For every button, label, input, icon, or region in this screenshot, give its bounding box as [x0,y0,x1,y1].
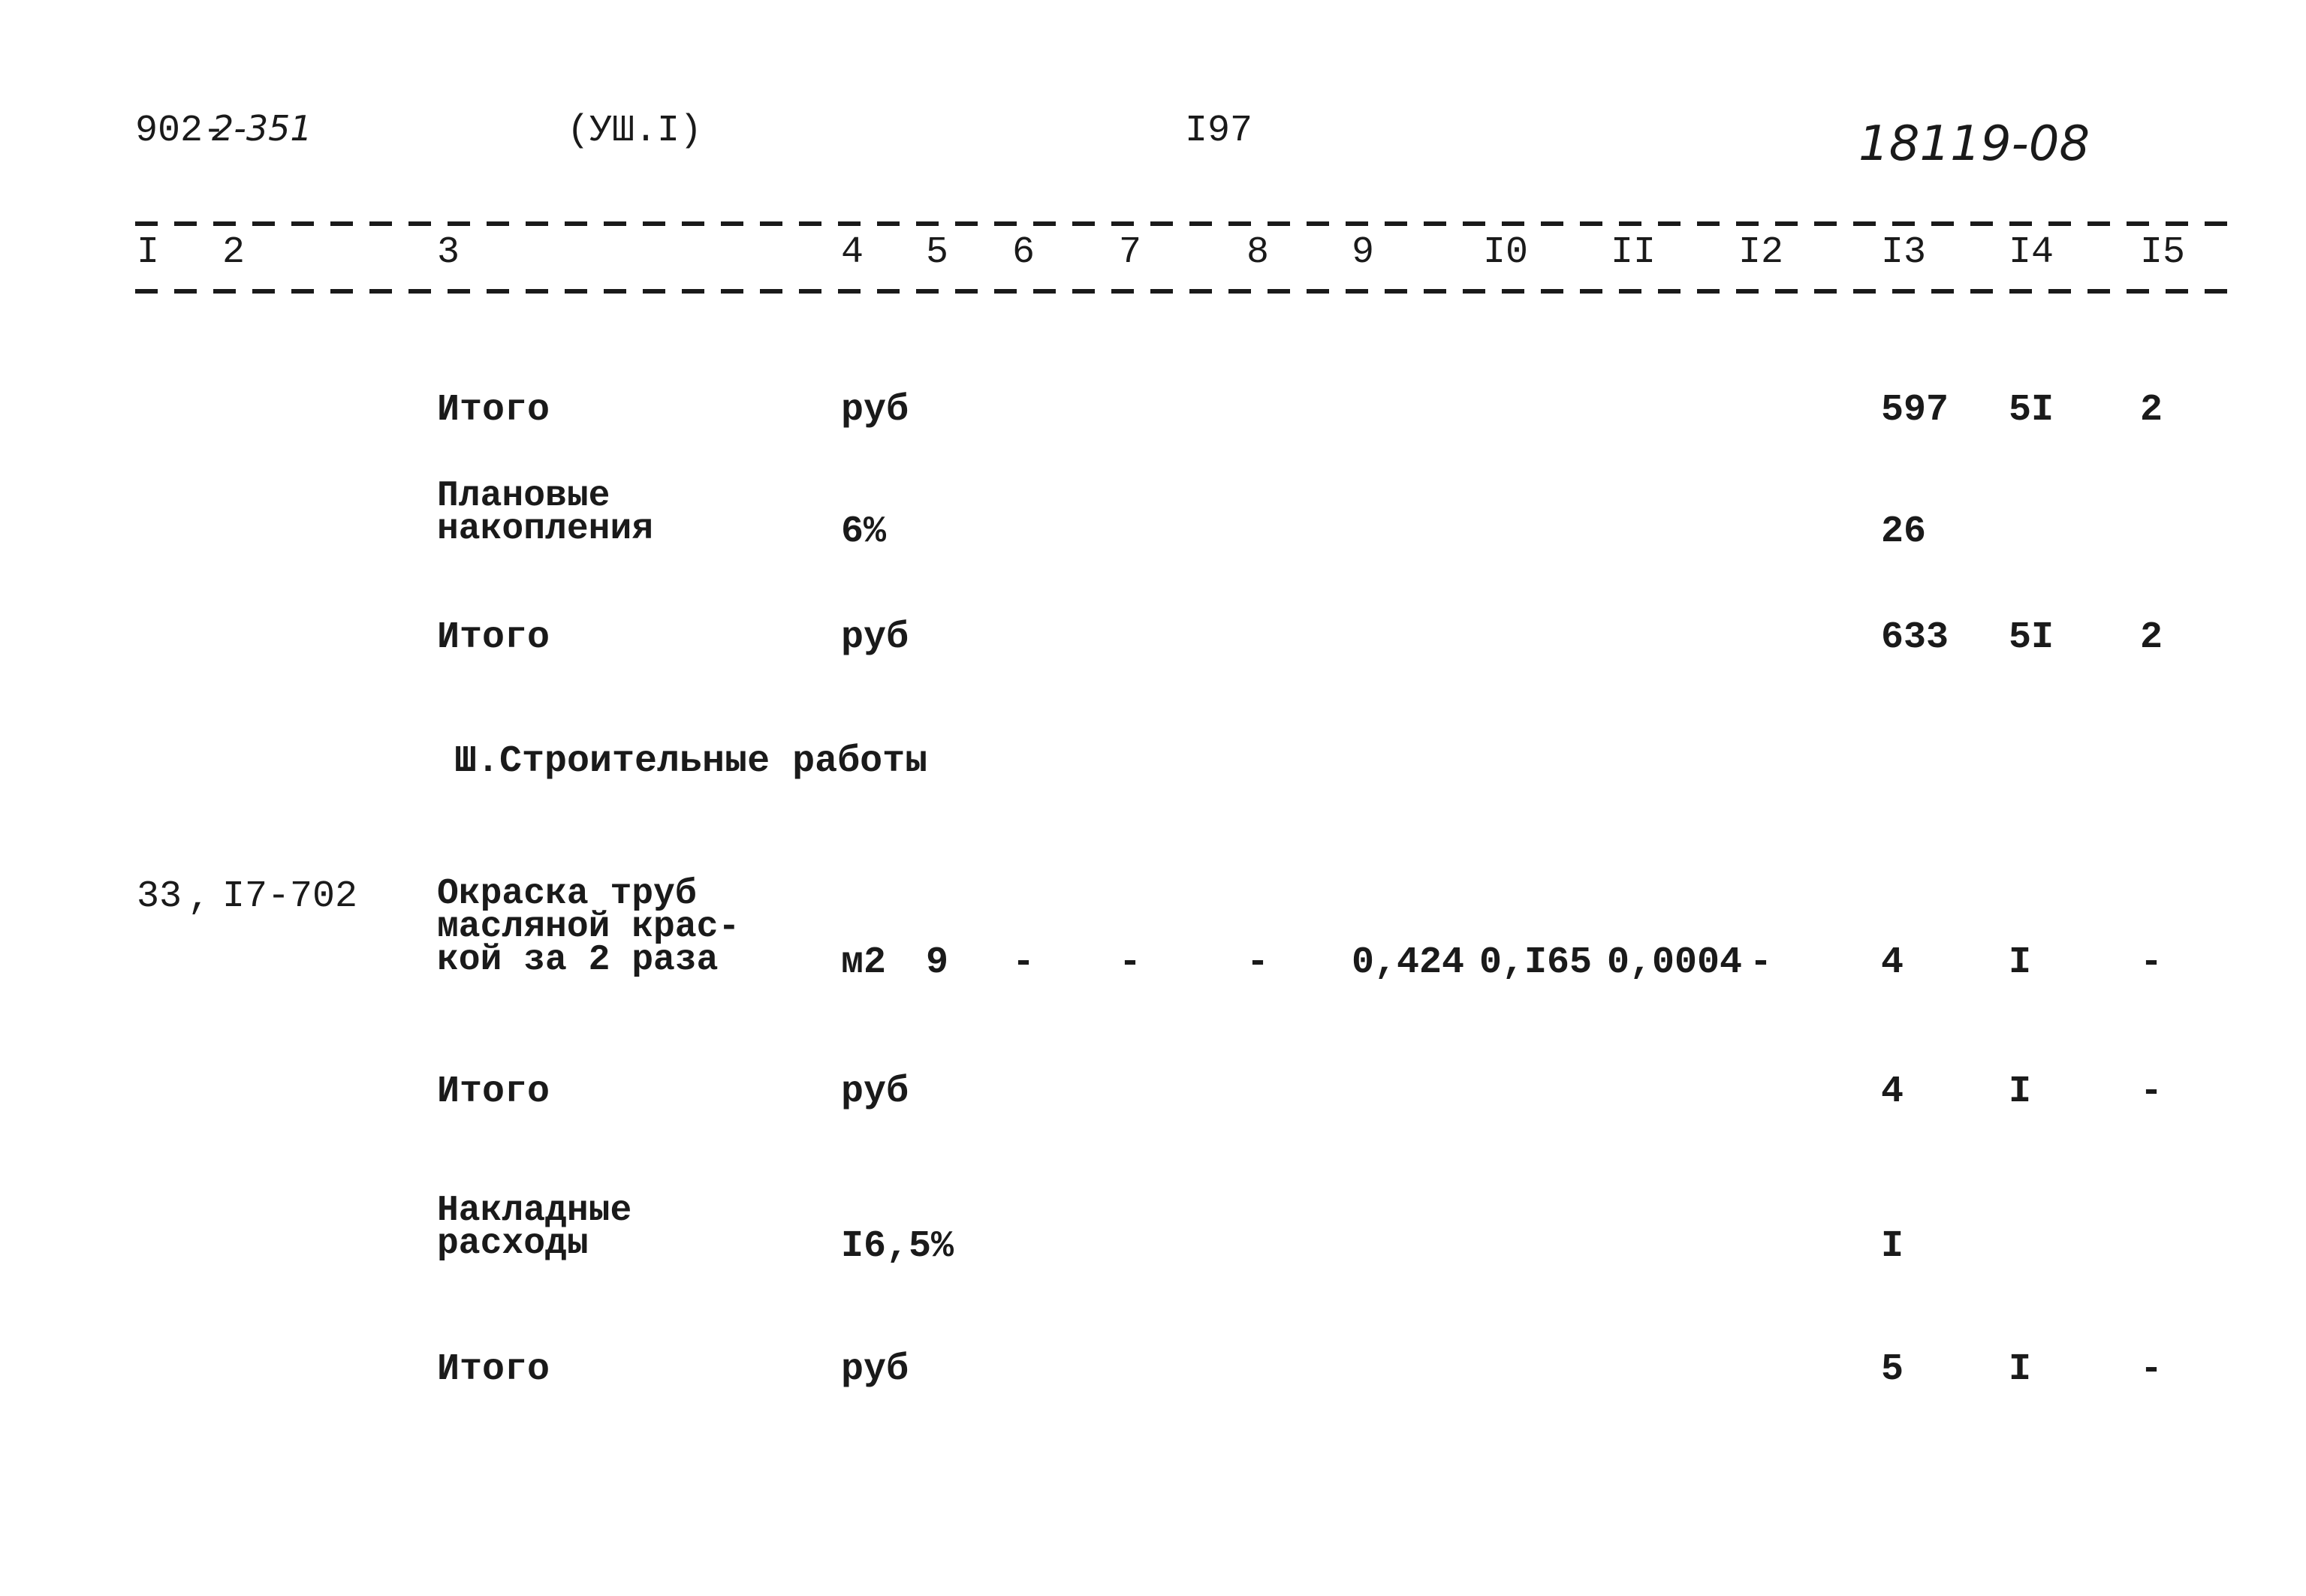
col-header: I2 [1738,231,1784,274]
item-c15: - [2140,941,2163,984]
row-name-line2: расходы [437,1224,589,1264]
row-name: Итого [437,389,550,432]
item-c12: - [1750,941,1773,984]
col-header: I4 [2009,231,2054,274]
doc-code-print: 902- [135,110,226,152]
col-header: 6 [1012,231,1035,274]
row-name-line1: Накладные [437,1191,632,1231]
item-c5: 9 [926,941,949,984]
row-unit: руб [841,389,909,432]
col-header: I3 [1881,231,1927,274]
col-header: I0 [1483,231,1529,274]
row-name: Итого [437,616,550,659]
row-unit: руб [841,616,909,659]
header-rule-top [135,221,2230,226]
row-c13: 4 [1881,1071,1904,1113]
section-label: (УШ.I) [567,110,703,152]
row-c14: 5I [2009,616,2054,659]
row-name: Итого [437,1348,550,1391]
item-c8: - [1246,941,1270,984]
row-c13: 26 [1881,510,1927,553]
item-code: I7-702 [222,875,358,918]
col-header: I5 [2140,231,2186,274]
item-name-line1: Окраска труб [437,874,697,914]
col-header: I [137,231,160,274]
row-c13: 597 [1881,389,1949,432]
item-c14: I [2009,941,2032,984]
item-separator: , [188,877,211,920]
row-name: Итого [437,1071,550,1113]
col-header: 4 [841,231,864,274]
row-c14: I [2009,1071,2032,1113]
item-c11: 0,0004 [1607,941,1743,984]
item-number: 33 [137,875,182,918]
row-c15: - [2140,1348,2163,1391]
col-header: 9 [1352,231,1375,274]
header-rule-bottom [135,289,2230,294]
row-c15: 2 [2140,389,2163,432]
col-header: 7 [1119,231,1142,274]
item-name-line2: масляной крас- [437,907,740,947]
row-c14: I [2009,1348,2032,1391]
row-unit: 6% [841,510,887,553]
item-c10: 0,I65 [1479,941,1593,984]
item-c9: 0,424 [1352,941,1465,984]
row-unit: руб [841,1348,909,1391]
item-c7: - [1119,941,1142,984]
row-name-line1: Плановые [437,476,610,516]
row-unit: I6,5% [841,1225,954,1268]
item-name-line3: кой за 2 раза [437,940,719,980]
row-c13: I [1881,1225,1904,1268]
row-c13: 633 [1881,616,1949,659]
col-header: 5 [926,231,949,274]
col-header: 2 [222,231,246,274]
row-unit: руб [841,1071,909,1113]
page-number: I97 [1185,110,1253,152]
col-header: II [1611,231,1656,274]
item-unit: м2 [841,941,887,984]
row-c13: 5 [1881,1348,1904,1391]
ref-number-hand: 18119-08 [1858,116,2090,172]
section-title: Ш.Строительные работы [454,740,928,783]
item-c13: 4 [1881,941,1904,984]
item-c6: - [1012,941,1035,984]
row-c14: 5I [2009,389,2054,432]
row-name-line2: накопления [437,509,654,550]
col-header: 3 [437,231,460,274]
row-c15: 2 [2140,616,2163,659]
row-c15: - [2140,1071,2163,1113]
col-header: 8 [1246,231,1270,274]
doc-code-hand: 2-351 [212,108,312,149]
